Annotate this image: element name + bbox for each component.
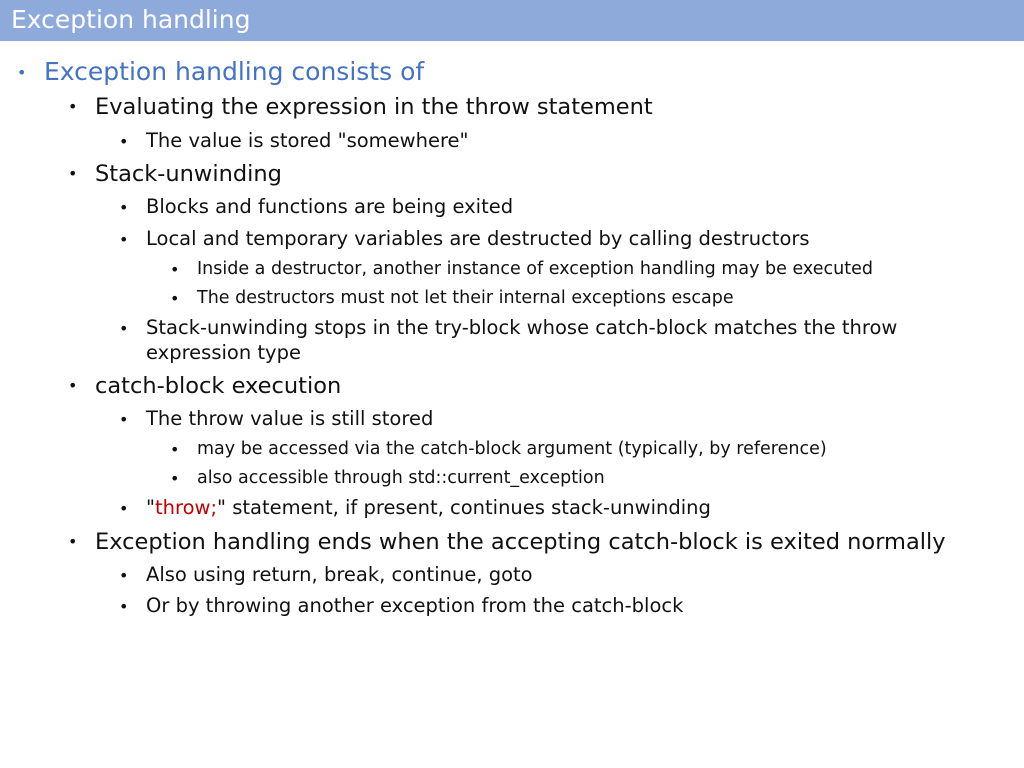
bullet-blocks-exited: Blocks and functions are being exited: [146, 195, 514, 218]
bullet-icon: •: [119, 410, 129, 429]
bullet-icon: •: [170, 469, 180, 488]
bullet-icon: •: [119, 198, 129, 217]
bullet-icon: •: [119, 597, 129, 616]
bullet-icon: •: [119, 319, 129, 338]
bullet-current-exception: also accessible through std::current_exception: [197, 468, 605, 488]
bullet-unwinding-stops-line1: Stack-unwinding stops in the try-block whose catch-block matches the throw: [146, 316, 898, 339]
bullet-throw-value-stored: The throw value is still stored: [146, 407, 434, 430]
bullet-icon: •: [170, 289, 180, 308]
bullet-icon: •: [119, 499, 129, 518]
bullet-handling-ends: Exception handling ends when the accepting catch-block is exited normally: [95, 529, 946, 555]
bullet-icon: •: [68, 376, 78, 395]
bullet-icon: •: [68, 97, 78, 116]
bullet-icon: •: [68, 532, 78, 551]
bullet-icon: •: [119, 566, 129, 585]
bullet-catch-block-execution: catch-block execution: [95, 373, 342, 399]
bullet-accessed-via-argument: may be accessed via the catch-block argument (typically, by reference): [197, 439, 827, 459]
bullet-icon: •: [68, 164, 78, 183]
bullet-icon: •: [170, 440, 180, 459]
throw-keyword: throw;: [154, 496, 218, 519]
quote-open: ": [146, 496, 155, 519]
throw-statement-rest: " statement, if present, continues stack-unwinding: [217, 496, 711, 519]
bullet-icon: •: [17, 63, 27, 82]
bullet-destructors-must-not: The destructors must not let their internal exceptions escape: [197, 288, 734, 308]
bullet-exception-handling-consists: Exception handling consists of: [44, 57, 425, 86]
bullet-value-stored: The value is stored "somewhere": [146, 129, 469, 152]
bullet-inside-destructor: Inside a destructor, another instance of exception handling may be executed: [197, 259, 873, 279]
bullet-throwing-another: Or by throwing another exception from the catch-block: [146, 594, 684, 617]
bullet-local-variables-destructed: Local and temporary variables are destructed by calling destructors: [146, 227, 810, 250]
bullet-evaluating-expression: Evaluating the expression in the throw statement: [95, 94, 653, 120]
bullet-icon: •: [170, 260, 180, 279]
bullet-icon: •: [119, 230, 129, 249]
slide-title: Exception handling: [11, 5, 251, 34]
bullet-icon: •: [119, 132, 129, 151]
bullet-throw-statement: [146, 496, 711, 520]
bullet-stack-unwinding: Stack-unwinding: [95, 161, 282, 187]
bullet-unwinding-stops-line2: expression type: [146, 341, 301, 364]
bullet-also-using-return: Also using return, break, continue, goto: [146, 563, 533, 586]
